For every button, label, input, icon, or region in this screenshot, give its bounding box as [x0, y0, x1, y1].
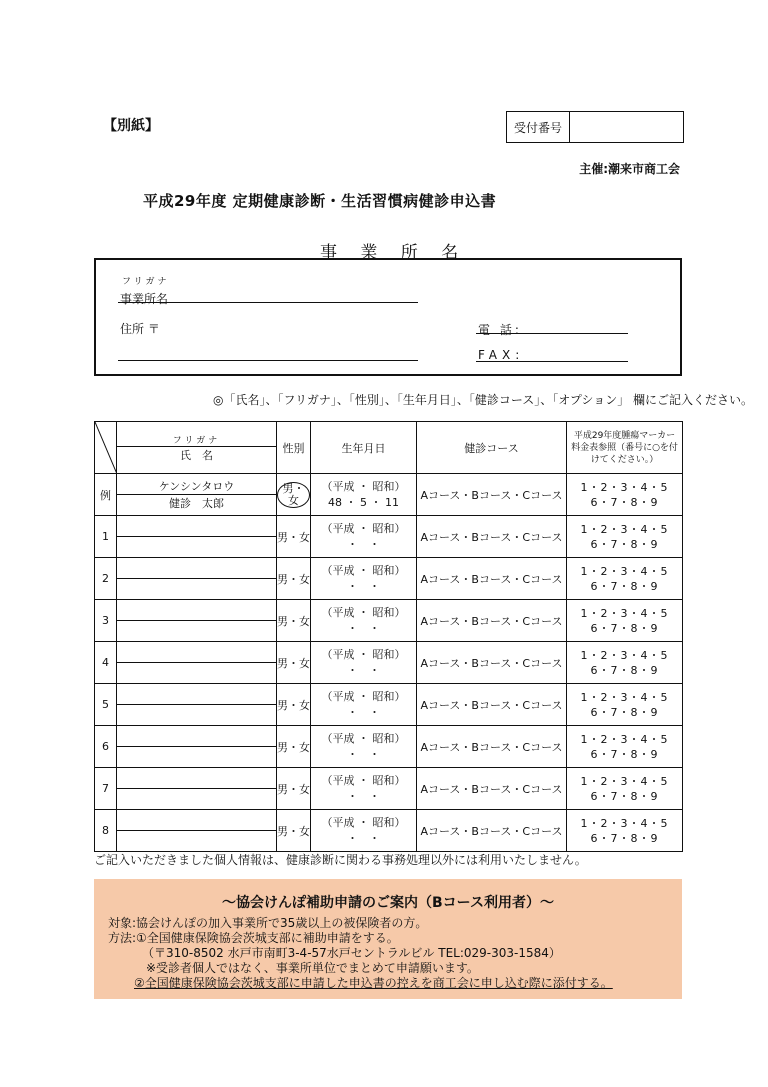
dob-field[interactable]: ・ ・ — [347, 579, 380, 593]
era-label: （平成 ・ 昭和） — [321, 647, 406, 661]
era-label: （平成 ・ 昭和） — [321, 479, 406, 493]
option-line-2: 6・7・8・9 — [590, 495, 659, 509]
organizer-text: 主催:潮来市商工会 — [579, 162, 680, 176]
table-row — [95, 600, 683, 642]
gender-field[interactable]: 男・女 — [277, 768, 311, 810]
table-row — [95, 516, 683, 558]
option-line-1: 1・2・3・4・5 — [580, 774, 669, 788]
dob-cell — [311, 768, 417, 810]
dob-field[interactable]: ・ ・ — [347, 663, 380, 677]
business-info-box — [94, 258, 682, 376]
course-field[interactable]: Aコース・Bコース・Cコース — [417, 558, 567, 600]
course-field[interactable]: Aコース・Bコース・Cコース — [417, 684, 567, 726]
option-line-2: 6・7・8・9 — [590, 537, 659, 551]
business-furigana-label: フリガナ — [122, 277, 170, 287]
business-name-label: 事業所名 — [120, 292, 169, 306]
gender-field[interactable]: 男・女 — [277, 600, 311, 642]
row-number: 6 — [95, 726, 117, 768]
notice-line: 対象:協会けんぽの加入事業所で35歳以上の被保険者の方。 — [108, 916, 428, 930]
gender-field[interactable]: 男・女 — [277, 726, 311, 768]
option-field[interactable] — [567, 684, 683, 726]
option-line-1: 1・2・3・4・5 — [580, 648, 669, 662]
header-option: 平成29年度腫瘍マーカー料金表参照（番号に○を付けてください。） — [567, 422, 683, 474]
option-field[interactable] — [567, 642, 683, 684]
header-name-cell — [117, 422, 277, 474]
phone-label: 電 話: — [478, 323, 522, 337]
instruction-text: ◎「氏名」、「フリガナ」、「性別」、「生年月日」、「健診コース」、「オプション」 欄にご記入ください。 — [213, 393, 754, 407]
dob-field[interactable]: ・ ・ — [347, 831, 380, 845]
era-label: （平成 ・ 昭和） — [321, 563, 406, 577]
table-header-row — [95, 422, 683, 474]
dob-field[interactable]: ・ ・ — [347, 789, 380, 803]
notice-title: ～協会けんぽ補助申請のご案内（Bコース利用者）～ — [222, 895, 554, 911]
header-furigana: フリガナ — [117, 433, 276, 447]
row-number: 2 — [95, 558, 117, 600]
receipt-number-field[interactable] — [570, 112, 683, 142]
row-number: 5 — [95, 684, 117, 726]
option-line-2: 6・7・8・9 — [590, 705, 659, 719]
diagonal-line — [95, 422, 117, 474]
example-name: 健診 太郎 — [169, 497, 224, 510]
dob-value: 48 ・ 5 ・ 11 — [328, 495, 399, 509]
receipt-number-label: 受付番号 — [507, 112, 570, 142]
option-line-1: 1・2・3・4・5 — [580, 816, 669, 830]
notice-line: 方法:①全国健康保険協会茨城支部に補助申請をする。 — [108, 931, 399, 945]
dob-field[interactable]: ・ ・ — [347, 537, 380, 551]
header-course: 健診コース — [417, 422, 567, 474]
application-table — [94, 421, 683, 852]
name-cell — [117, 516, 277, 558]
example-option — [567, 474, 683, 516]
row-number: 4 — [95, 642, 117, 684]
dob-field[interactable]: ・ ・ — [347, 747, 380, 761]
era-label: （平成 ・ 昭和） — [321, 815, 406, 829]
option-line-1: 1・2・3・4・5 — [580, 522, 669, 536]
furigana-field[interactable] — [117, 620, 276, 621]
table-row — [95, 684, 683, 726]
fax-field[interactable] — [476, 361, 628, 362]
furigana-field[interactable] — [117, 578, 276, 579]
gender-field[interactable]: 男・女 — [277, 516, 311, 558]
dob-cell — [311, 516, 417, 558]
option-field[interactable] — [567, 516, 683, 558]
table-row — [95, 810, 683, 852]
subsidy-notice — [94, 879, 682, 999]
dob-cell — [311, 600, 417, 642]
furigana-field[interactable] — [117, 788, 276, 789]
option-line-2: 6・7・8・9 — [590, 789, 659, 803]
era-label: （平成 ・ 昭和） — [321, 689, 406, 703]
name-cell — [117, 726, 277, 768]
name-cell — [117, 810, 277, 852]
option-line-1: 1・2・3・4・5 — [580, 480, 669, 494]
row-number: 7 — [95, 768, 117, 810]
dob-cell — [311, 810, 417, 852]
notice-line: （〒310-8502 水戸市南町3-4-57水戸セントラルビル TEL:029-303-1584） — [142, 946, 561, 960]
example-name-cell — [117, 474, 277, 516]
example-furigana: ケンシンタロウ — [117, 478, 276, 495]
row-number: 3 — [95, 600, 117, 642]
header-gender: 性別 — [277, 422, 311, 474]
option-line-1: 1・2・3・4・5 — [580, 564, 669, 578]
option-line-2: 6・7・8・9 — [590, 831, 659, 845]
name-cell — [117, 684, 277, 726]
gender-field[interactable]: 男・女 — [277, 558, 311, 600]
option-line-2: 6・7・8・9 — [590, 663, 659, 677]
fax-label: FAX: — [478, 348, 525, 362]
row-number: 1 — [95, 516, 117, 558]
business-heading: 事 業 所 名 — [320, 243, 468, 263]
name-cell — [117, 642, 277, 684]
option-field[interactable] — [567, 600, 683, 642]
course-field[interactable]: Aコース・Bコース・Cコース — [417, 726, 567, 768]
course-field[interactable]: Aコース・Bコース・Cコース — [417, 600, 567, 642]
era-label: （平成 ・ 昭和） — [321, 605, 406, 619]
name-cell — [117, 768, 277, 810]
dob-cell — [311, 558, 417, 600]
option-field[interactable] — [567, 810, 683, 852]
privacy-note: ご記入いただきました個人情報は、健康診断に関わる事務処理以外には利用いたしません。 — [94, 853, 587, 867]
notice-line: ②全国健康保険協会茨城支部に申請した申込書の控えを商工会に申し込む際に添付する。 — [134, 976, 613, 990]
furigana-field[interactable] — [117, 830, 276, 831]
gender-field[interactable]: 男・女 — [277, 810, 311, 852]
gender-field[interactable]: 男・女 — [277, 684, 311, 726]
row-number: 8 — [95, 810, 117, 852]
option-line-1: 1・2・3・4・5 — [580, 606, 669, 620]
option-field[interactable] — [567, 558, 683, 600]
form-title: 平成29年度 定期健康診断・生活習慣病健診申込書 — [143, 192, 497, 210]
furigana-field[interactable] — [117, 704, 276, 705]
option-line-1: 1・2・3・4・5 — [580, 690, 669, 704]
example-row — [95, 474, 683, 516]
example-course: Aコース・Bコース・Cコース — [417, 474, 567, 516]
table-row — [95, 768, 683, 810]
option-line-2: 6・7・8・9 — [590, 747, 659, 761]
option-field[interactable] — [567, 768, 683, 810]
example-dob-cell — [311, 474, 417, 516]
dob-field[interactable]: ・ ・ — [347, 705, 380, 719]
dob-cell — [311, 726, 417, 768]
dob-cell — [311, 684, 417, 726]
business-name-field[interactable] — [118, 302, 418, 303]
option-line-2: 6・7・8・9 — [590, 579, 659, 593]
phone-field[interactable] — [476, 333, 628, 334]
furigana-field[interactable] — [117, 536, 276, 537]
notice-line: ※受診者個人ではなく、事業所単位でまとめて申請願います。 — [146, 961, 479, 975]
era-label: （平成 ・ 昭和） — [321, 773, 406, 787]
course-field[interactable]: Aコース・Bコース・Cコース — [417, 642, 567, 684]
course-field[interactable]: Aコース・Bコース・Cコース — [417, 768, 567, 810]
row-number: 例 — [95, 474, 117, 516]
attachment-label: 【別紙】 — [103, 118, 159, 134]
gender-field[interactable]: 男・女 — [277, 642, 311, 684]
dob-cell — [311, 642, 417, 684]
option-line-1: 1・2・3・4・5 — [580, 732, 669, 746]
option-line-2: 6・7・8・9 — [590, 621, 659, 635]
name-cell — [117, 558, 277, 600]
address-field[interactable] — [118, 360, 418, 361]
gender-value: 男・女 — [277, 482, 310, 508]
option-field[interactable] — [567, 726, 683, 768]
address-label: 住所 〒 — [120, 322, 160, 336]
receipt-number-box — [506, 111, 684, 143]
era-label: （平成 ・ 昭和） — [321, 521, 406, 535]
course-field[interactable]: Aコース・Bコース・Cコース — [417, 810, 567, 852]
course-field[interactable]: Aコース・Bコース・Cコース — [417, 516, 567, 558]
table-row — [95, 642, 683, 684]
era-label: （平成 ・ 昭和） — [321, 731, 406, 745]
header-diagonal-cell — [95, 422, 117, 474]
header-name: 氏 名 — [180, 448, 213, 462]
name-cell — [117, 600, 277, 642]
furigana-field[interactable] — [117, 662, 276, 663]
example-gender — [277, 474, 311, 516]
table-row — [95, 726, 683, 768]
furigana-field[interactable] — [117, 746, 276, 747]
table-row — [95, 558, 683, 600]
header-dob: 生年月日 — [311, 422, 417, 474]
dob-field[interactable]: ・ ・ — [347, 621, 380, 635]
